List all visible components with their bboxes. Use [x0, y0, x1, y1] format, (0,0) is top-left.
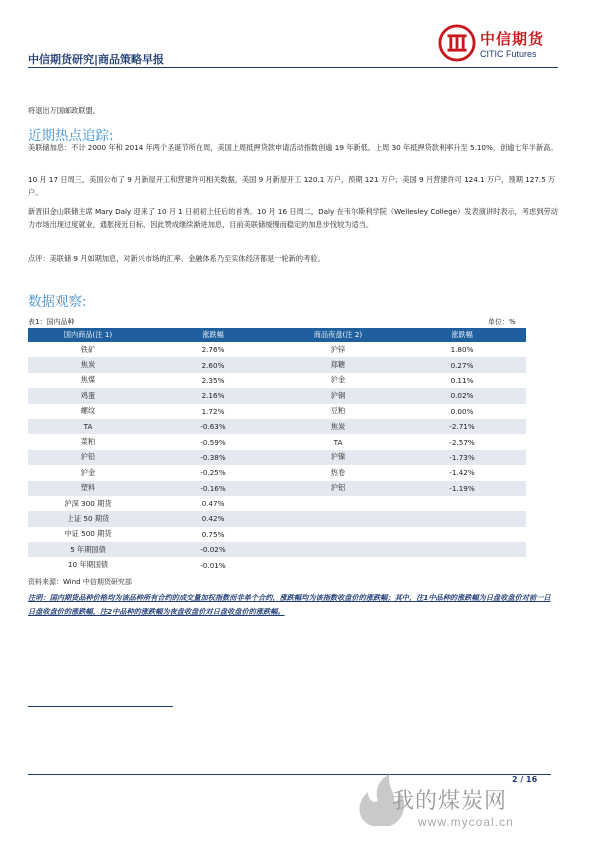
cell-change: -0.38%	[148, 450, 278, 465]
cell-night-change	[398, 527, 526, 542]
logo-chinese-name: 中信期货	[480, 30, 545, 48]
cell-change: -0.59%	[200, 437, 226, 447]
cell-commodity: 中证 500 期货	[64, 529, 112, 539]
cell-night-commodity: 沪金	[330, 375, 346, 385]
cell-night-change: 0.00%	[450, 406, 474, 416]
table-row	[28, 434, 526, 449]
header-change: 涨跌幅	[148, 328, 278, 342]
cell-change: 0.47%	[201, 499, 225, 509]
cell-commodity: 沪金	[80, 467, 96, 477]
header-night-commodity: 商品夜盘(注 2)	[278, 328, 398, 342]
cell-change: 1.72%	[201, 406, 225, 416]
cell-night-change: -2.71%	[398, 419, 526, 434]
cell-night-commodity: 热卷	[330, 467, 346, 477]
cell-commodity: 菜粕	[80, 437, 96, 447]
cell-night-change: -2.57%	[449, 437, 475, 447]
cell-commodity: 5 年期国债	[28, 542, 148, 557]
table-row	[28, 542, 526, 557]
cell-change: -0.25%	[200, 468, 226, 478]
table-row	[28, 557, 526, 572]
cell-change: 2.76%	[201, 345, 225, 355]
table-source: 资料来源：Wind 中信期货研究部	[28, 578, 132, 586]
cell-commodity: 塑料	[28, 481, 148, 496]
table-row	[28, 357, 526, 372]
table-row	[28, 511, 526, 526]
cell-night-commodity: 豆粕	[330, 406, 346, 416]
cell-night-change	[398, 557, 526, 572]
table-row	[28, 527, 526, 542]
cell-change: -0.63%	[148, 419, 278, 434]
paragraph-fed-rate: 美联储加息：不计 2000 年和 2014 年两个圣诞节所在周，美国上周抵押贷款申请活动指数创逾 19 年新低。上周 30 年抵押贷款利率升至 5.10%，创逾七年半新高。	[28, 143, 558, 152]
cell-night-commodity: 沪铝	[278, 481, 398, 496]
cell-change: 2.35%	[201, 375, 225, 385]
cell-night-change: -1.19%	[398, 481, 526, 496]
table-row	[28, 465, 526, 480]
commodity-change-table	[28, 328, 526, 573]
cell-commodity: 沪深 300 期货	[64, 498, 112, 508]
cell-night-commodity: 沪镍	[278, 450, 398, 465]
table-row	[28, 342, 526, 357]
citic-logo-icon	[438, 24, 476, 62]
cell-change: 2.16%	[148, 388, 278, 403]
cell-change: 0.75%	[201, 529, 225, 539]
cell-commodity: TA	[28, 419, 148, 434]
cell-night-change	[398, 542, 526, 557]
cell-night-commodity	[278, 542, 398, 557]
cell-commodity: 沪铅	[28, 450, 148, 465]
table-row	[28, 373, 526, 388]
table-unit: 单位：%	[488, 318, 516, 326]
cell-night-change: 0.27%	[398, 357, 526, 372]
header-night-change: 涨跌幅	[398, 328, 526, 342]
paragraph-housing-data: 10 月 17 日周三，美国公布了 9 月新屋开工和营建许可相关数据，美国 9 月新屋开工 120.1 万户，预期 121 万户；美国 9 月营建许可 124.1 万户，预期 127.5 万户。	[28, 175, 556, 197]
page-number: 2 / 16	[512, 775, 538, 784]
table-row	[28, 496, 526, 511]
table-caption: 表1：国内品种	[28, 318, 75, 326]
table-header-row	[28, 328, 526, 342]
cell-night-commodity	[278, 496, 398, 511]
cell-night-change: 0.02%	[398, 388, 526, 403]
table-note: 注明：国内期货品种价格均为该品种所有合约的成交量加权指数而非单个合约，涨跌幅均为该指数收盘价的涨跌幅；其中，注1中品种的涨跌幅为日盘收盘价对前一日日盘收盘价的涨跌幅，注2中品种的涨跌幅为夜盘收盘价对日盘收盘价的涨跌幅。	[28, 593, 551, 616]
paragraph-comment: 点评：美联储 9 月如期加息，对新兴市场的汇率、金融体系乃至实体经济都是一轮新的考验。	[28, 254, 325, 263]
section-title-data: 数据观察:	[28, 294, 87, 310]
table-row	[28, 450, 526, 465]
cell-commodity: 10 年期国债	[67, 560, 109, 570]
table-row	[28, 419, 526, 434]
footnote-rule	[28, 706, 173, 707]
cell-change: 0.42%	[148, 511, 278, 526]
cell-night-commodity	[278, 511, 398, 526]
cell-night-change	[398, 496, 526, 511]
watermark-text: 我的煤炭网	[392, 789, 508, 814]
cell-night-change: 1.80%	[450, 345, 474, 355]
cell-commodity: 鸡蛋	[28, 388, 148, 403]
cell-commodity: 焦煤	[80, 375, 96, 385]
table-row	[28, 388, 526, 403]
cell-night-change: 0.11%	[450, 375, 474, 385]
cell-commodity: 螺纹	[80, 406, 96, 416]
cell-change: -0.16%	[148, 481, 278, 496]
cell-night-commodity: 郑糖	[278, 357, 398, 372]
intro-text: 将退出万国邮政联盟。	[28, 106, 100, 115]
header-domestic-commodity: 国内商品(注 1)	[28, 328, 148, 342]
cell-night-commodity: TA	[333, 437, 343, 447]
cell-night-change	[398, 511, 526, 526]
cell-change: -0.02%	[148, 542, 278, 557]
cell-night-change: -1.73%	[398, 450, 526, 465]
cell-commodity: 焦炭	[28, 357, 148, 372]
cell-night-commodity: 沪锌	[330, 344, 346, 354]
table-row	[28, 481, 526, 496]
cell-change: -0.01%	[200, 560, 226, 570]
cell-change: 2.60%	[148, 357, 278, 372]
cell-night-change: -1.42%	[449, 468, 475, 478]
watermark-url: www.mycoal.cn	[418, 815, 514, 829]
citic-logo	[438, 24, 562, 68]
cell-night-commodity: 沪铜	[278, 388, 398, 403]
table-row	[28, 404, 526, 419]
logo-english-name: CITIC Futures	[480, 49, 537, 59]
cell-commodity: 上证 50 期货	[28, 511, 148, 526]
section-title-hot: 近期热点追踪:	[28, 128, 114, 144]
cell-night-commodity: 焦炭	[278, 419, 398, 434]
cell-night-commodity	[278, 557, 398, 572]
cell-night-commodity	[278, 527, 398, 542]
paragraph-daly-speech: 新晋旧金山联储主席 Mary Daly 迎来了 10 月 1 日初初上任后的首秀。10 月 16 日周二，Daly 在韦尔斯利学院（Wellesley College）发表演讲时表示，考虑到劳动力市场出现过度就业，通胀接近目标，因此赞成继续渐进加息，目前美联储缓慢而稳定的加息步伐较为适当。	[28, 207, 558, 229]
header-title: 中信期货研究|商品策略早报	[28, 53, 165, 66]
cell-commodity: 铁矿	[80, 344, 96, 354]
